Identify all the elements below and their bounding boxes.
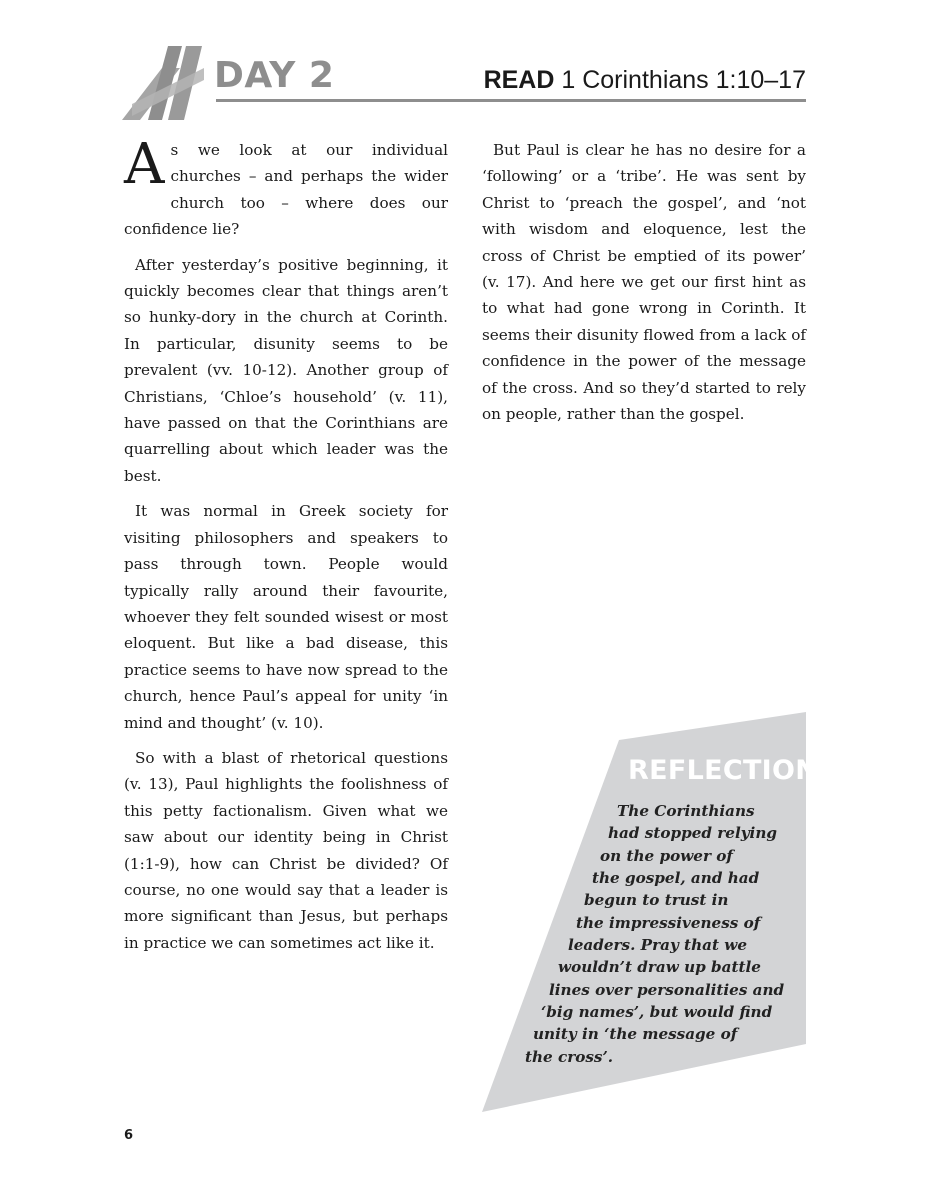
reflection-line: begun to trust in: [584, 891, 729, 909]
reflection-line: the gospel, and had: [592, 869, 760, 887]
header-rule: [216, 99, 806, 102]
read-label: READ: [483, 66, 555, 94]
page-number: 6: [124, 1128, 134, 1143]
reflection-line: on the power of: [600, 847, 733, 865]
passage-reference: 1 Corinthians 1:10–17: [561, 66, 806, 94]
reflection-line: ‘big names’, but would find: [541, 1003, 773, 1021]
body-paragraph: So with a blast of rhetorical questions (v. 13), Paul highlights the foolishness of this petty factionalism. Given what we saw about our identity being in Christ (1:1-9), how can Christ be divided? Of course, no one would say that a leader is more significant than Jesus, but perhaps in practice we can sometimes act like it.: [124, 748, 448, 952]
body-paragraph: But Paul is clear he has no desire for a ‘following’ or a ‘tribe’. He was sent by Christ to ‘preach the gospel’, and ‘not with wisdom and eloquence, lest the cross of Christ be emptied of its power’ (v. 17). And here we get our first hint as to what had gone wrong in Corinth. It seems their disunity flowed from a lack of confidence in the power of the message of the cross. And so they’d started to rely on people, rather than the gospel.: [482, 141, 806, 424]
reflection-line: the cross’.: [525, 1048, 614, 1066]
body-paragraph: After yesterday’s positive beginning, it quickly becomes clear that things aren’t so hunky-dory in the church at Corinth. In particular, disunity seems to be prevalent (vv. 10-12). Another group of Christians, ‘Chloe’s household’ (v. 11), have passed on that the Corinthians are quarrelling about which leader was the best.: [124, 255, 448, 485]
body-paragraph: It was normal in Greek society for visiting philosophers and speakers to pass through town. People would typically rally around their favourite, whoever they felt sounded wisest or most eloquent. But like a bad disease, this practice seems to have now spread to the church, hence Paul’s appeal for unity ‘in mind and thought’ (v. 10).: [124, 502, 448, 732]
left-column: [124, 132, 448, 965]
dropcap: A: [124, 132, 165, 197]
reflection-line: had stopped relying: [608, 824, 777, 842]
day-title: DAY 2: [214, 55, 335, 96]
reflection-line: wouldn’t draw up battle: [558, 958, 761, 976]
reflection-line: lines over personalities and: [549, 981, 785, 999]
right-column: [482, 137, 806, 436]
reflection-line: unity in ‘the message of: [533, 1025, 738, 1043]
reading-reference: [484, 64, 806, 96]
reflection-line: the impressiveness of: [576, 914, 761, 932]
paragraph-text: s we look at our individual churches – and perhaps the wider church too – where does our confidence lie?: [124, 141, 448, 239]
cross-logo-icon: [122, 46, 204, 120]
body-paragraph: [124, 132, 448, 243]
reflection-line: leaders. Pray that we: [568, 936, 747, 954]
reflection-title: REFLECTION: [628, 755, 819, 786]
reflection-line: The Corinthians: [617, 802, 755, 820]
